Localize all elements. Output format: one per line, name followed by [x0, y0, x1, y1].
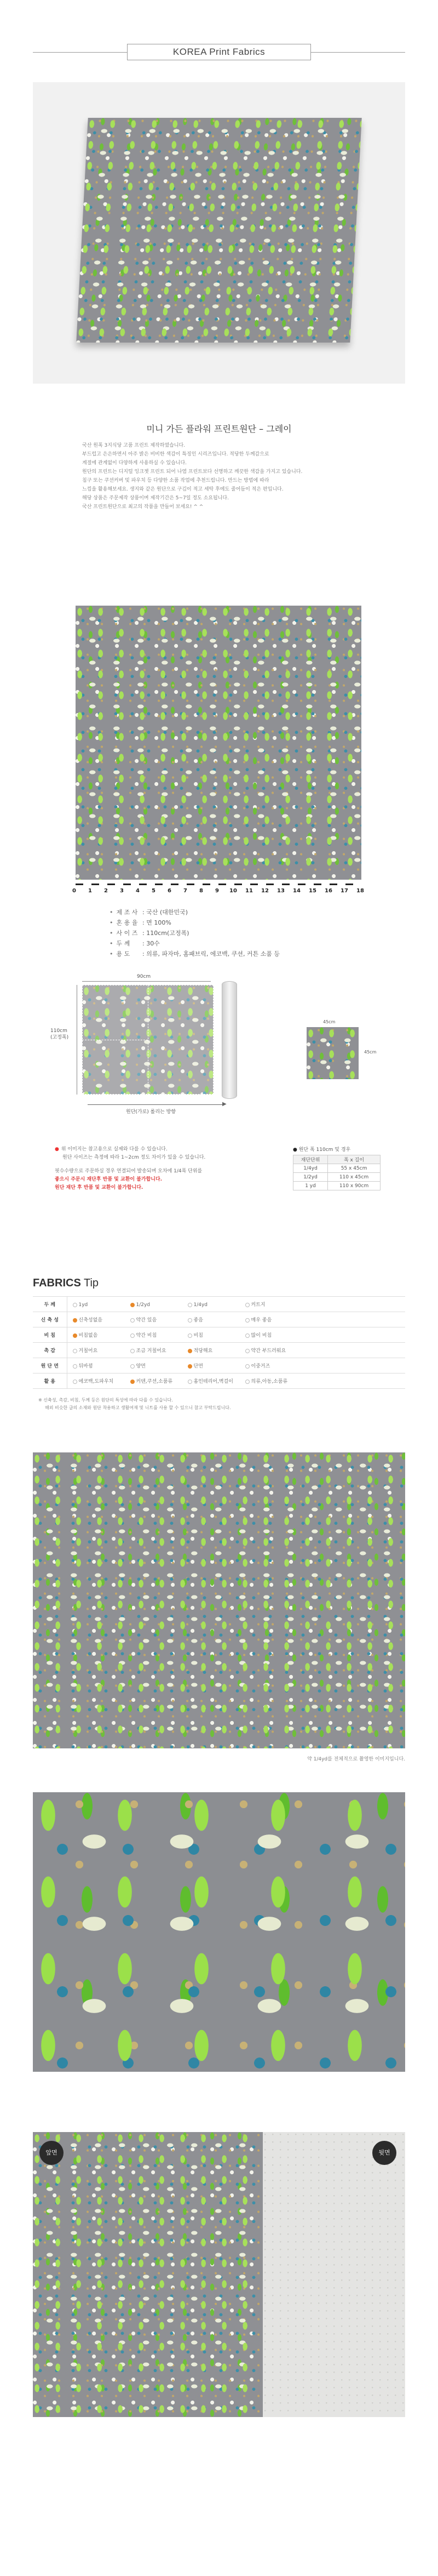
- note-line: 원단 재단 후 반품 및 교환이 불가합니다.: [55, 1185, 143, 1190]
- height-label: 110cm (고정폭): [50, 1028, 69, 1040]
- ruler-number: 5: [152, 888, 155, 894]
- closeup-fabric-image: [33, 1792, 405, 2072]
- description-line: 국산 원폭 3지식당 고품 프린트 제작하였습니다.: [82, 443, 186, 448]
- cut-cell: 1 yd: [293, 1182, 328, 1190]
- header-rule: [311, 52, 405, 53]
- ruler-number: 4: [136, 888, 140, 894]
- ruler-numbers: [72, 888, 368, 896]
- tip-table: [33, 1296, 405, 1389]
- size-diagram: [50, 973, 263, 1126]
- ruler-number: 11: [245, 888, 253, 894]
- tip-row: 비 침 비침없음 약간 비침 비침 많이 비침: [33, 1327, 405, 1343]
- roll-core: [222, 981, 237, 1099]
- description-line: 해당 상품은 주문제작 상품이며 제작기간은 5~7일 정도 소요됩니다.: [82, 495, 229, 501]
- product-title: 미니 가든 플라워 프린트원단 – 그레이: [146, 424, 292, 434]
- tip-title-light: Tip: [80, 1277, 99, 1289]
- front-badge: [39, 2141, 64, 2165]
- tip-row: 신 축 성 신축성없음 약간 있음 좋음 매우 좋음: [33, 1312, 405, 1327]
- cut-table-title: 원단 폭 110cm 및 경우: [298, 1147, 351, 1153]
- ruler-number: 2: [104, 888, 108, 894]
- tip-footnote-line: ※ 신축성, 촉감, 비침, 두께 등은 원단의 특성에 따라 다를 수 있습니다.: [38, 1398, 173, 1403]
- ruler-number: 6: [168, 888, 171, 894]
- ruler-number: 15: [309, 888, 316, 894]
- cut-header: 폭 x 길이: [328, 1155, 381, 1164]
- roll-arrow-icon: ▶: [222, 1101, 227, 1107]
- tip-row: 두 께 1yd 1/2yd 1/4yd 커트지: [33, 1297, 405, 1312]
- warning-icon: ●: [55, 1147, 59, 1152]
- ruler-number: 7: [183, 888, 187, 894]
- front-fabric-image: [33, 2132, 263, 2417]
- header-title: KOREA Print Fabrics: [172, 47, 266, 57]
- description-line: 침구 또는 쿠션커버 및 파우치 등 다양한 소품 작업에 추천드립니다. 만드는 방법에 따라: [82, 478, 269, 483]
- ruler-bar: [76, 884, 361, 885]
- note-line: 원단 사이즈는 측정에 따라 1~2cm 정도 차이가 있을 수 있습니다.: [62, 1155, 206, 1160]
- spec-item: • 두 께 : 30수: [110, 938, 356, 949]
- spec-item: • 사 이 즈 : 110cm(고정폭): [110, 928, 356, 938]
- small-width-label: 45cm: [323, 1019, 336, 1024]
- ruler-number: 9: [215, 888, 219, 894]
- info-icon: ●: [293, 1147, 297, 1153]
- tip-row: 원 단 면 뒤바뀜 양면 단면 이중거즈: [33, 1358, 405, 1374]
- width-label: 90cm: [137, 974, 151, 979]
- header-rule: [33, 52, 127, 53]
- hero-fabric-image: [76, 118, 361, 343]
- small-height-label: 45cm: [364, 1050, 377, 1055]
- product-description: [82, 441, 356, 511]
- cut-cell: 110 x 45cm: [328, 1173, 381, 1182]
- description-line: 부드럽고 은은하면서 아주 밝은 비비한 색감이 특징인 시리즈입니다. 적당한 두께감으로: [82, 452, 269, 457]
- ruler-number: 16: [325, 888, 332, 894]
- spec-item: • 혼 용 율 : 면 100%: [110, 917, 356, 928]
- notes-block: [55, 1145, 235, 1192]
- fabric-swatch-image: [76, 606, 361, 880]
- ruler-number: 10: [229, 888, 237, 894]
- description-line: 국산 프린트원단으로 최고의 작품을 만들어 보세요! ^ ^: [82, 504, 204, 510]
- tip-row: 촉 감 거칠어요 조금 거칠어요 적당해요 약간 부드러워요: [33, 1343, 405, 1358]
- cut-cell: 1/4yd: [293, 1164, 328, 1173]
- back-badge-label: 뒷면: [378, 2149, 390, 2156]
- cut-table: [293, 1155, 381, 1190]
- tip-footnote-line: 해외 비슷한 급의 소재와 원단 착용하고 생활여재 및 니트를 사용 할 수 있으니 참고 부탁드립니다.: [45, 1405, 231, 1410]
- description-line: 계절에 관계없이 다양하게 사용하실 수 있습니다.: [82, 460, 187, 466]
- tip-title: [33, 1277, 99, 1290]
- front-badge-label: 앞면: [45, 2149, 57, 2156]
- ruler-number: 1: [88, 888, 92, 894]
- ruler-number: 3: [120, 888, 124, 894]
- tip-title-bold: FABRICS: [33, 1277, 81, 1289]
- tip-row: 활 용 에코백,도파우치 커텐,쿠션,소품류 홈인테리어,벽걸이 의류,아동,소품류: [33, 1374, 405, 1389]
- cut-cell: 1/2yd: [293, 1173, 328, 1182]
- back-fabric-image: [263, 2132, 405, 2417]
- note-line: 핏수수량으로 주문하실 경우 연결되어 발송되며 오차에 1/4폭 단위를: [55, 1169, 203, 1174]
- ruler-number: 17: [341, 888, 348, 894]
- note-line: 좋으시 주문시 재단후 반품 및 교환이 불가합니다.: [55, 1177, 163, 1182]
- cut-header: 재단단위: [293, 1155, 328, 1164]
- arrow-label: 원단(가로) 롤리는 방향: [126, 1109, 176, 1115]
- ruler-number: 14: [293, 888, 301, 894]
- ruler-number: 18: [356, 888, 364, 894]
- small-piece-diagram: [307, 1019, 389, 1080]
- spec-item: • 용 도 : 의류, 파자마, 홈패브릭, 에코백, 쿠션, 커튼 소품 등: [110, 949, 356, 959]
- ruler-number: 0: [72, 888, 76, 894]
- description-line: 원단의 프린트는 디지털 잉크젯 프린트 되어 나염 프린트보다 선명하고 깨끗한 색감을 가지고 있습니다.: [82, 469, 303, 475]
- spec-list: [110, 907, 356, 959]
- ruler-number: 8: [199, 888, 203, 894]
- ruler-number: 12: [261, 888, 269, 894]
- cut-cell: 110 x 90cm: [328, 1182, 381, 1190]
- scale-caption: 약 1/4yd를 전체적으로 촬영한 이미지입니다.: [307, 1757, 405, 1762]
- small-fabric: [307, 1027, 359, 1079]
- cut-table-block: [293, 1145, 386, 1190]
- tip-footnote: [38, 1397, 400, 1412]
- header-box: [127, 44, 311, 60]
- spec-item: • 제 조 사 : 국산 (대한민국): [110, 907, 356, 917]
- ruler-number: 13: [277, 888, 285, 894]
- scale-fabric-image: [33, 1452, 405, 1748]
- back-badge: [372, 2141, 396, 2165]
- cut-cell: 55 x 45cm: [328, 1164, 381, 1173]
- description-line: 느낌을 활용해보세요. 생지와 같은 원단으로 구김이 적고 세탁 후에도 줄어듬이 적은 편입니다.: [82, 487, 284, 492]
- note-line: 위 이미지는 참고용으로 실제와 다를 수 있습니다.: [61, 1147, 168, 1152]
